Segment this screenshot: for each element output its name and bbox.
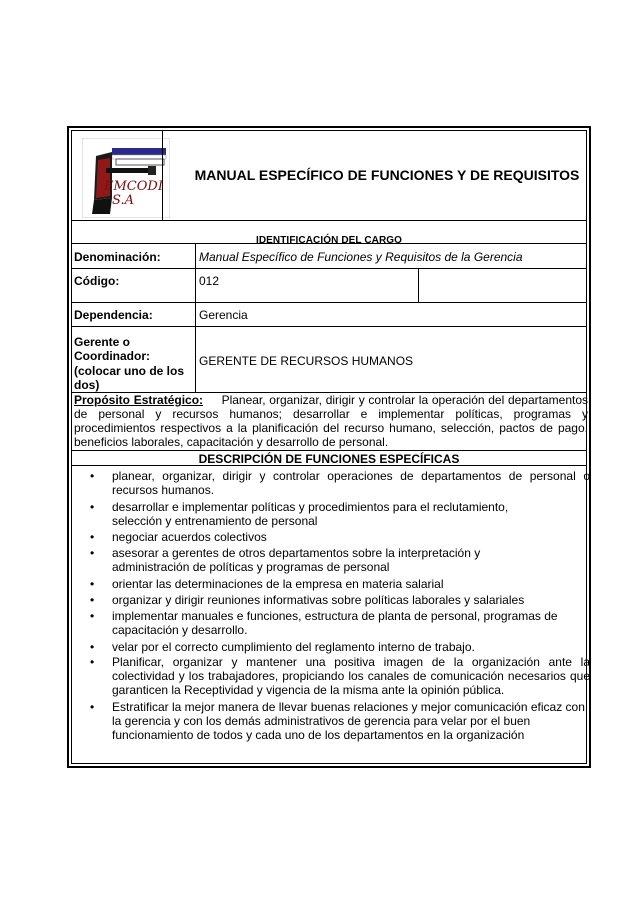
svg-text:EMCODI: EMCODI — [104, 179, 163, 194]
divider — [72, 220, 586, 221]
list-item: velar por el correcto cumplimiento del reglamento interno de trabajo. — [112, 640, 475, 654]
bullet: • — [90, 655, 95, 669]
document-frame — [67, 126, 591, 768]
section-functions-heading: DESCRIPCIÓN DE FUNCIONES ESPECÍFICAS — [198, 452, 460, 466]
bullet: • — [90, 577, 95, 591]
dependencia-label: Dependencia: — [74, 308, 153, 322]
empty-cell-divider — [418, 268, 419, 302]
divider — [72, 326, 586, 327]
proposito-paragraph — [74, 393, 588, 449]
document-table — [71, 130, 590, 764]
denominacion-value: Manual Específico de Funciones y Requisitos de la Gerencia — [199, 250, 523, 264]
divider — [72, 302, 586, 303]
list-item: planear, organizar, dirigir y controlar operaciones de departamentos de personal o recursos humanos. — [112, 469, 590, 497]
gerente-label-line-4: dos) — [74, 378, 100, 392]
divider — [72, 268, 586, 269]
list-item: Planificar, organizar y mantener una positiva imagen de la organización ante la colectividad y los trabajadores, propiciando los canales de comunicación necesarios que garanticen la Receptividad y vigencia de la misma ante la opinión pública. — [112, 655, 590, 697]
bullet: • — [90, 546, 95, 560]
proposito-label: Propósito Estratégico: — [74, 393, 204, 407]
gerente-label-line-3: (colocar uno de los — [74, 364, 185, 378]
section-identification-heading: IDENTIFICACIÓN DEL CARGO — [255, 235, 403, 246]
label-column-divider — [195, 326, 196, 392]
dependencia-value: Gerencia — [199, 308, 248, 322]
codigo-label: Código: — [74, 274, 120, 288]
bullet: • — [90, 469, 95, 483]
divider — [72, 243, 586, 244]
bullet: • — [90, 609, 95, 623]
codigo-value: 012 — [199, 274, 220, 288]
gerente-label-line-2: Coordinador: — [74, 349, 150, 363]
list-item: asesorar a gerentes de otros departamentos sobre la interpretación y administración de políticas y programas de personal — [112, 546, 481, 574]
svg-text:S.A: S.A — [112, 193, 134, 208]
logo-divider — [162, 131, 163, 220]
denominacion-label: Denominación: — [74, 250, 161, 264]
bullet: • — [90, 700, 95, 714]
proposito-text: Planear, organizar, dirigir y controlar la operación del departamentos de personal y recursos humanos; desarrollar e implementar políticas, programas y procedimientos respectivos a la planificación del recurso humano, selección, pactos de pago, beneficios laborales, capacitación y desarrollo de personal. — [74, 393, 589, 449]
document-title: MANUAL ESPECÍFICO DE FUNCIONES Y DE REQUISITOS — [194, 167, 580, 183]
list-item: orientar las determinaciones de la empresa en materia salarial — [112, 577, 444, 591]
bullet: • — [90, 530, 95, 544]
bullet: • — [90, 640, 95, 654]
divider — [72, 465, 586, 466]
divider — [72, 450, 586, 451]
list-item: negociar acuerdos colectivos — [112, 530, 267, 544]
gerente-label-line-1: Gerente o — [74, 335, 131, 349]
list-item: implementar manuales e funciones, estructura de planta de personal, programas de capacitación y desarrollo. — [112, 609, 558, 637]
gerente-value: GERENTE DE RECURSOS HUMANOS — [199, 354, 414, 368]
bullet: • — [90, 593, 95, 607]
list-item: desarrollar e implementar políticas y procedimientos para el reclutamiento, selección y entrenamiento de personal — [112, 500, 509, 528]
bullet: • — [90, 500, 95, 514]
list-item: organizar y dirigir reuniones informativas sobre políticas laborales y salariales — [112, 593, 525, 607]
company-logo — [82, 138, 170, 218]
list-item: Estratificar la mejor manera de llevar buenas relaciones y mejor comunicación eficaz con la gerencia y con los demás administrativos de gerencia para velar por el buen funcionamiento de todos y cada uno de los departamentos en la organización — [112, 700, 585, 742]
